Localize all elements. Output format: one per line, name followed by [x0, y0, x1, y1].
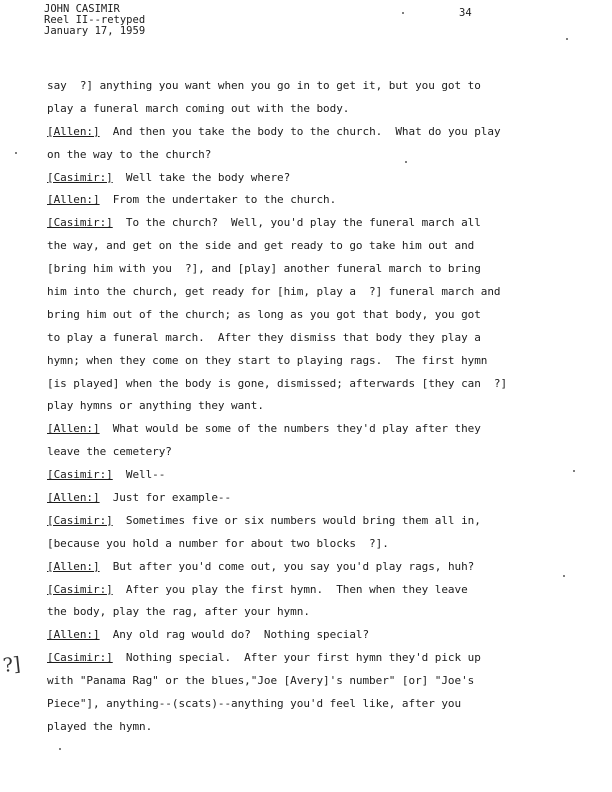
- transcript-line: [47, 373, 567, 396]
- scan-speck: [563, 575, 565, 577]
- speaker-label: [Allen:]: [47, 124, 100, 138]
- transcript-line: [47, 693, 567, 716]
- handwritten-margin-note: ?]: [1, 653, 22, 677]
- line-text: [is played] when the body is gone, dismissed; afterwards [they can ?]: [47, 376, 508, 390]
- transcript-line: [47, 75, 567, 98]
- line-text: From the undertaker to the church.: [99, 193, 337, 207]
- speaker-label: [Casimir:]: [47, 582, 113, 596]
- line-text: to play a funeral march. After they dismiss that body they play a: [47, 330, 481, 344]
- speaker-label: [Casimir:]: [47, 170, 113, 184]
- transcript-line: [47, 144, 567, 167]
- line-text: Nothing special. After your first hymn they'd pick up: [112, 651, 481, 665]
- scan-speck: [573, 470, 575, 472]
- transcript-line: [47, 579, 567, 602]
- line-text: But after you'd come out, you say you'd play rags, huh?: [99, 559, 475, 573]
- transcript-line: [47, 235, 567, 258]
- line-text: with "Panama Rag" or the blues,"Joe [Avery]'s number" [or] "Joe's: [47, 674, 475, 688]
- header-date: January 17, 1959: [44, 25, 146, 37]
- transcript-line: [47, 487, 567, 510]
- scan-speck: [59, 748, 61, 750]
- transcript-line: [47, 281, 567, 304]
- line-text: the body, play the rag, after your hymn.: [47, 605, 310, 619]
- transcript-line: [47, 464, 567, 487]
- transcript-line: [47, 258, 567, 281]
- line-text: Well take the body where?: [112, 170, 291, 184]
- transcript-line: [47, 670, 567, 693]
- scan-speck: [15, 152, 17, 154]
- line-text: What would be some of the numbers they'd play after they: [99, 422, 481, 436]
- transcript-line: [47, 350, 567, 373]
- transcript-line: [47, 418, 567, 441]
- transcript-line: [47, 441, 567, 464]
- speaker-label: [Allen:]: [47, 193, 100, 207]
- line-text: [bring him with you ?], and [play] another funeral march to bring: [47, 262, 481, 276]
- line-text: played the hymn.: [47, 719, 153, 733]
- line-text: play hymns or anything they want.: [47, 399, 264, 413]
- speaker-label: [Allen:]: [47, 628, 100, 642]
- speaker-label: [Casimir:]: [47, 216, 113, 230]
- scan-speck: [402, 12, 404, 14]
- transcript-line: [47, 189, 567, 212]
- line-text: Any old rag would do? Nothing special?: [99, 628, 370, 642]
- speaker-label: [Allen:]: [47, 491, 100, 505]
- line-text: him into the church, get ready for [him, play a ?] funeral march and: [47, 285, 501, 299]
- transcript-line: [47, 304, 567, 327]
- scan-speck: [566, 38, 568, 40]
- speaker-label: [Casimir:]: [47, 513, 113, 527]
- line-text: To the church? Well, you'd play the funeral march all: [112, 216, 481, 230]
- transcript-line: [47, 647, 567, 670]
- page-number: 34: [459, 7, 472, 19]
- transcript-line: [47, 510, 567, 533]
- transcript-line: [47, 624, 567, 647]
- line-text: bring him out of the church; as long as you got that body, you got: [47, 307, 481, 321]
- header-reel: Reel II--retyped: [44, 14, 146, 26]
- line-text: Just for example--: [99, 491, 232, 505]
- line-text: Piece"], anything--(scats)--anything you'd feel like, after you: [47, 697, 462, 711]
- line-text: [because you hold a number for about two blocks ?].: [47, 536, 389, 550]
- speaker-label: [Casimir:]: [47, 468, 113, 482]
- header-name: JOHN CASIMIR: [44, 3, 120, 15]
- transcript-line: [47, 121, 567, 144]
- transcript-line: [47, 167, 567, 190]
- transcript-line: [47, 327, 567, 350]
- transcript-line: [47, 98, 567, 121]
- speaker-label: [Allen:]: [47, 422, 100, 436]
- line-text: play a funeral march coming out with the body.: [47, 101, 350, 115]
- line-text: After you play the first hymn. Then when they leave: [112, 582, 468, 596]
- line-text: hymn; when they come on they start to playing rags. The first hymn: [47, 353, 488, 367]
- document-header: [44, 4, 145, 37]
- line-text: on the way to the church?: [47, 147, 212, 161]
- transcript-line: [47, 556, 567, 579]
- speaker-label: [Allen:]: [47, 559, 100, 573]
- speaker-label: [Casimir:]: [47, 651, 113, 665]
- line-text: say ?] anything you want when you go in to get it, but you got to: [47, 79, 481, 92]
- line-text: And then you take the body to the church. What do you play: [99, 124, 501, 138]
- transcript-line: [47, 212, 567, 235]
- transcript-line: [47, 395, 567, 418]
- transcript-line: [47, 716, 567, 739]
- transcript-body: [47, 75, 567, 739]
- scan-speck: [405, 161, 407, 163]
- line-text: Sometimes five or six numbers would bring them all in,: [112, 513, 481, 527]
- transcript-line: [47, 533, 567, 556]
- transcript-line: [47, 601, 567, 624]
- line-text: the way, and get on the side and get ready to go take him out and: [47, 239, 475, 253]
- line-text: Well--: [112, 468, 166, 482]
- line-text: leave the cemetery?: [47, 445, 172, 459]
